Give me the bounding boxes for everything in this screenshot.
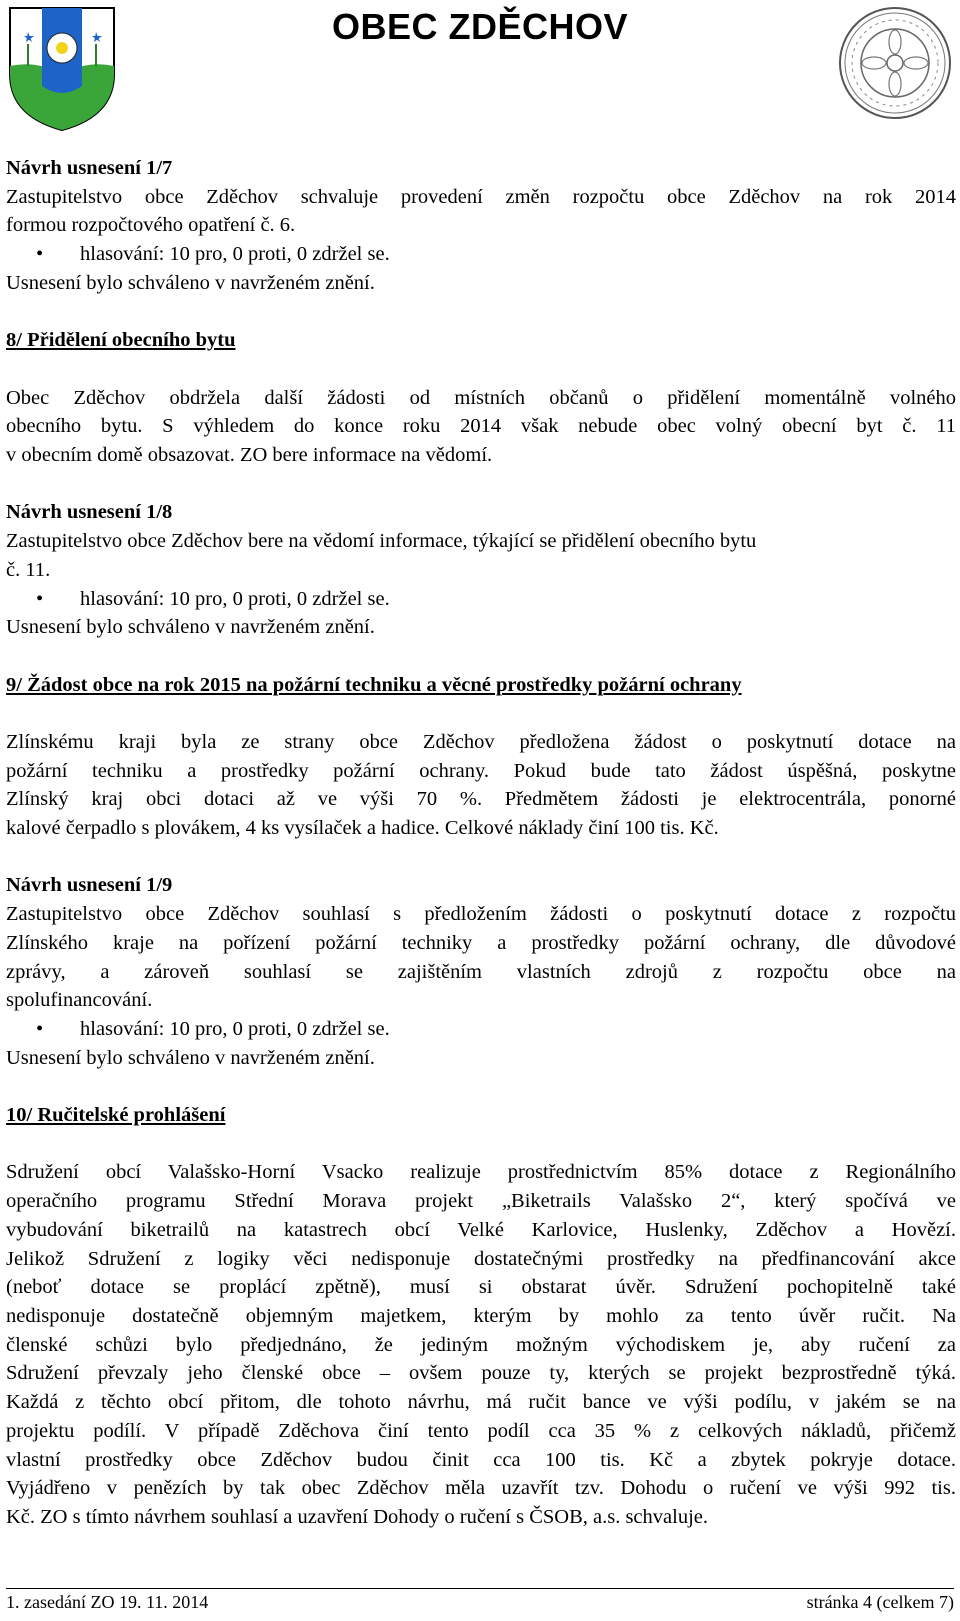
spacer	[6, 298, 956, 327]
text-line: Obec Zděchov obdržela další žádosti od místních občanů o přidělení momentálně volného	[6, 386, 956, 409]
text-line: Zlínskému kraji byla ze strany obce Zděchov předložena žádost o poskytnutí dotace na	[6, 730, 956, 753]
spacer	[6, 843, 956, 872]
text-line: č. 11.	[6, 558, 51, 581]
footer-meeting-date: 1. zasedání ZO 19. 11. 2014	[6, 1592, 209, 1612]
spacer	[6, 642, 956, 671]
text-line: Zlínského kraje na pořízení požární techniky a prostředky požární ochrany, dle důvodové	[6, 931, 956, 954]
page-header	[0, 0, 960, 140]
text-line: Každá z těchto obcí přitom, dle tohoto návrhu, má ručit bance ve výši podílu, v jakém se na	[6, 1391, 956, 1414]
municipal-seal-icon	[836, 4, 954, 122]
document-body	[6, 154, 956, 1532]
footer-page-number: stránka 4 (celkem 7)	[806, 1592, 954, 1612]
text-line: projektu podílí. V případě Zděchova činí tento podíl cca 35 % z celkových nákladů, přičemž	[6, 1419, 956, 1442]
vote-bullet: • hlasování: 10 pro, 0 proti, 0 zdržel se.	[6, 585, 956, 614]
spacer	[6, 1130, 956, 1159]
spacer	[6, 470, 956, 499]
text-line: formou rozpočtového opatření č. 6.	[6, 214, 296, 237]
text-line: operačního programu Střední Morava projekt „Biketrails Valašsko 2“, který spočívá ve	[6, 1190, 956, 1213]
section-heading: 9/ Žádost obce na rok 2015 na požární techniku a věcné prostředky požární ochrany	[6, 673, 742, 696]
page-footer	[6, 1588, 954, 1613]
spacer	[6, 1072, 956, 1101]
text-line: Kč. ZO s tímto návrhem souhlasí a uzavření Dohody o ručení s ČSOB, a.s. schvaluje.	[6, 1505, 708, 1528]
text-line: Zlínský kraj obci dotaci až ve výši 70 %. Předmětem žádosti je elektrocentrála, ponorné	[6, 788, 956, 811]
text-line: Jelikož Sdružení z logiky věci nedisponuje dostatečnými prostředky na předfinancování akce	[6, 1247, 956, 1270]
text-line: Sdružení obcí Valašsko-Horní Vsacko realizuje prostřednictvím 85% dotace z Regionálního	[6, 1161, 956, 1184]
text-line: Sdružení převzaly jeho členské obce – ovšem pouze ty, kterých se projekt bezprostředně týká.	[6, 1362, 956, 1385]
text-line: vlastní prostředky obce Zděchov budou činit cca 100 tis. Kč a zbytek pokryje dotace.	[6, 1448, 956, 1471]
section-heading: 8/ Přidělení obecního bytu	[6, 329, 236, 352]
resolution-heading: Návrh usnesení 1/8	[6, 501, 173, 524]
text-line: vybudování biketrailů na katastrech obcí Velké Karlovice, Huslenky, Zděchov a Hovězí.	[6, 1218, 956, 1241]
vote-bullet: • hlasování: 10 pro, 0 proti, 0 zdržel se.	[6, 1015, 956, 1044]
text-line: Usnesení bylo schváleno v navrženém znění.	[6, 616, 375, 639]
resolution-heading: Návrh usnesení 1/7	[6, 157, 173, 179]
text-line: Vyjádřeno v penězích by tak obec Zděchov měla uzavřít tzv. Dohodu o ručení ve výši 992 tis.	[6, 1477, 956, 1500]
text-line: Usnesení bylo schváleno v navrženém znění.	[6, 1046, 375, 1069]
text-line: v obecním domě obsazovat. ZO bere informace na vědomí.	[6, 444, 493, 466]
spacer	[6, 355, 956, 384]
text-line: nedisponuje dostatečně objemným majetkem, kterým by mohlo za tento úvěr ručit. Na	[6, 1305, 956, 1327]
text-line: členské schůzi bylo předjednáno, že jediným možným východiskem je, aby ručení za	[6, 1333, 956, 1356]
spacer	[6, 699, 956, 728]
section-heading: 10/ Ručitelské prohlášení	[6, 1104, 226, 1127]
resolution-heading: Návrh usnesení 1/9	[6, 874, 173, 897]
page-title: OBEC ZDĚCHOV	[331, 6, 629, 47]
text-line: Usnesení bylo schváleno v navrženém znění.	[6, 271, 375, 294]
text-line: zprávy, a zároveň souhlasí se zajištěním vlastních zdrojů z rozpočtu obce na	[6, 960, 956, 983]
text-line: kalové čerpadlo s plovákem, 4 ks vysílaček a hadice. Celkové náklady činí 100 tis. Kč.	[6, 817, 719, 840]
text-line: spolufinancování.	[6, 989, 153, 1012]
text-line: obecního bytu. S výhledem do konce roku 2014 však nebude obec volný obecní byt č. 11	[6, 415, 956, 438]
text-line: Zastupitelstvo obce Zděchov bere na vědomí informace, týkající se přidělení obecního bytu	[6, 530, 757, 553]
text-line: (neboť dotace se proplácí zpětně), musí si obstarat úvěr. Sdružení pochopitelně také	[6, 1276, 956, 1299]
text-line: Zastupitelstvo obce Zděchov schvaluje provedení změn rozpočtu obce Zděchov na rok 2014	[6, 185, 956, 208]
text-line: Zastupitelstvo obce Zděchov souhlasí s předložením žádosti o poskytnutí dotace z rozpočtu	[6, 903, 956, 926]
vote-bullet: • hlasování: 10 pro, 0 proti, 0 zdržel se.	[6, 240, 956, 269]
text-line: požární techniku a prostředky požární ochrany. Pokud bude tato žádost úspěšná, poskytne	[6, 759, 956, 782]
